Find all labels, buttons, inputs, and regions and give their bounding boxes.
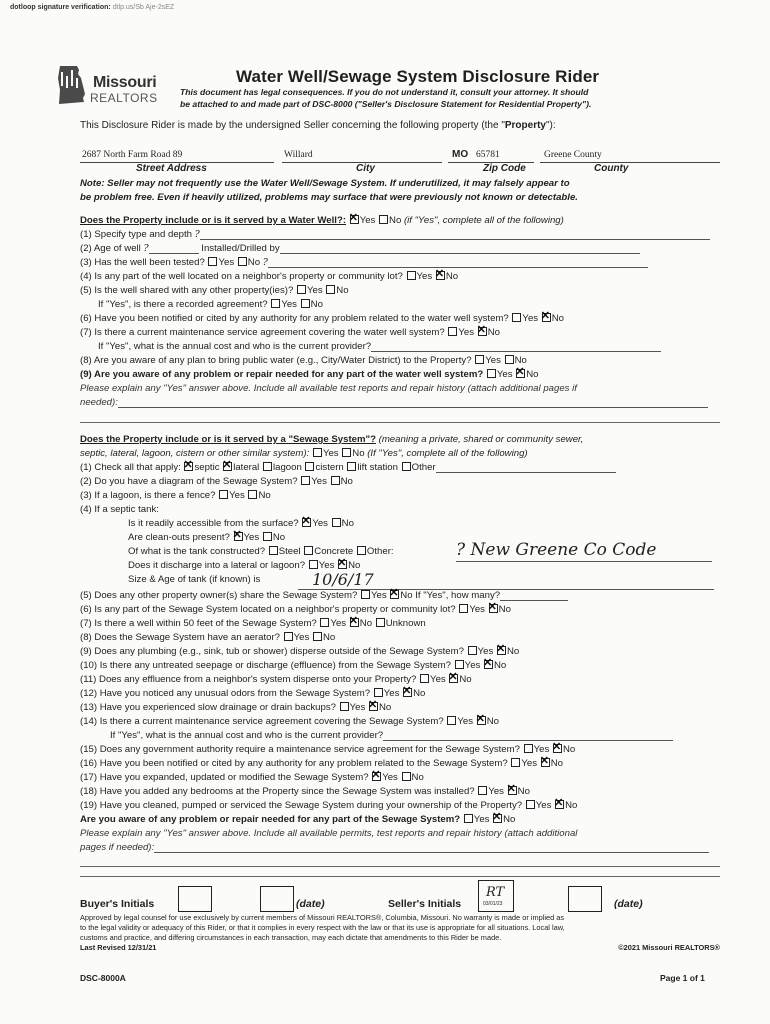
well-q4-text: (4) Is any part of the well located on a neighbor's property or community lot?: [80, 271, 403, 282]
no-label: No: [340, 476, 353, 487]
no-label: No: [551, 313, 565, 324]
street-label: Street Address: [136, 163, 207, 174]
yes-label: Yes: [306, 285, 323, 296]
well-q2-answer[interactable]: ?: [143, 243, 149, 254]
sewage-q15-no[interactable]: [553, 744, 562, 753]
no-label: No: [272, 532, 286, 543]
sewage-q7-text: (7) Is there a well within 50 feet of the Sewage System?: [80, 618, 317, 629]
no-label: No: [341, 518, 354, 529]
sewage-q11-no[interactable]: [449, 674, 458, 683]
sewage-q6-text: (6) Is any part of the Sewage System located on a neighbor's property or community lot?: [80, 604, 456, 615]
page-number: Page 1 of 1: [660, 973, 705, 983]
sewage-q17-no[interactable]: [402, 772, 411, 781]
sewage-heading-line2: [80, 448, 528, 459]
no-label: No: [247, 257, 261, 268]
well-q4-no[interactable]: [436, 271, 445, 280]
well-q5-text: (5) Is the well shared with any other property(ies)?: [80, 285, 294, 296]
sewage-explain-extra-line: [80, 866, 720, 867]
sewage-q4c-text: Of what is the tank constructed?: [128, 546, 266, 557]
sewage-q2: [80, 476, 353, 487]
cistern-checkbox[interactable]: [305, 462, 314, 471]
sewage-q8-text: (8) Does the Sewage System have an aerator?: [80, 632, 280, 643]
well-q5b-text: If "Yes", is there a recorded agreement?: [98, 299, 268, 310]
sewage-q13-text: (13) Have you experienced slow drainage or drain backups?: [80, 702, 336, 713]
intro-end: "):: [546, 120, 556, 131]
sewage-q10-no[interactable]: [484, 660, 493, 669]
well-q3: [80, 257, 648, 268]
sewage-q4b-yes[interactable]: [234, 532, 243, 541]
well-q7-no[interactable]: [478, 327, 487, 336]
no-label: No: [258, 490, 271, 501]
note-line1: Note: Seller may not frequently use the Water Well/Sewage System. If underutilized, it may falsely appear to: [80, 178, 570, 189]
sewage-q14b-text: If "Yes", what is the annual cost and who is the current provider?: [110, 730, 384, 741]
well-q5: [80, 285, 349, 296]
county-label: County: [594, 163, 629, 174]
yes-label: Yes: [457, 716, 474, 727]
yes-label: Yes: [349, 702, 366, 713]
well-explain-extra-line: [80, 422, 720, 423]
sewage-q13: [80, 702, 391, 713]
sewage-q12-text: (12) Have you noticed any unusual odors from the Sewage System?: [80, 688, 371, 699]
sewage-q14: [80, 716, 499, 727]
sewage-q14b-line[interactable]: [383, 731, 673, 741]
well-q8: [80, 355, 527, 366]
sewage-q3-yes[interactable]: [219, 490, 228, 499]
sewage-q14-yes[interactable]: [447, 716, 456, 725]
no-label: No: [348, 560, 361, 571]
no-label: No: [378, 702, 392, 713]
well-q2-line: [149, 244, 199, 254]
other-material-label: Other:: [366, 546, 394, 557]
well-q8-text: (8) Are you aware of any plan to bring public water (e.g., City/Water District) to the Property?: [80, 355, 472, 366]
no-label: No: [487, 327, 500, 338]
sewage-q7-unknown[interactable]: [376, 618, 385, 627]
seller-initials-signature: RT: [486, 885, 505, 900]
well-q6-text: (6) Have you been notified or cited by any authority for any problem related to the water well system?: [80, 313, 509, 324]
sewage-q5b-text: If "Yes", how many?: [415, 590, 501, 601]
no-label: No: [352, 448, 365, 459]
concrete-checkbox[interactable]: [304, 546, 313, 555]
sewage-q5-yes[interactable]: [361, 590, 370, 599]
sewage-q11-yes[interactable]: [420, 674, 429, 683]
yes-label: Yes: [218, 257, 235, 268]
street-address-value[interactable]: 2687 North Farm Road 89: [82, 150, 183, 160]
verification-label: dotloop signature verification:: [10, 4, 111, 11]
sewage-q19-text: (19) Have you cleaned, pumped or serviced the Sewage System during your ownership of the Property?: [80, 800, 523, 811]
well-q6-no[interactable]: [542, 313, 551, 322]
well-q5b-yes[interactable]: [271, 299, 280, 308]
footer-line3: customs and practice, and differing circumstances in each transaction, may each dictate that amendments to this Rider be made.: [80, 933, 502, 942]
well-no-checkbox[interactable]: [379, 215, 388, 224]
sewage-q1-text: (1) Check all that apply:: [80, 462, 181, 473]
well-q5b: [98, 299, 323, 310]
well-q5b-no[interactable]: [301, 299, 310, 308]
no-label: No: [498, 604, 511, 615]
sewage-q6-yes[interactable]: [459, 604, 468, 613]
no-label: No: [562, 744, 576, 755]
yes-label: Yes: [533, 744, 550, 755]
sewage-q7-no[interactable]: [350, 618, 359, 627]
sewage-q11: [80, 674, 472, 685]
yes-label: Yes: [473, 814, 490, 825]
type-lagoon-label: lagoon: [273, 462, 302, 473]
well-q1-answer[interactable]: ?: [194, 229, 200, 240]
steel-label: Steel: [278, 546, 301, 557]
logo-line2: REALTORS: [90, 91, 158, 105]
sewage-q8-yes[interactable]: [284, 632, 293, 641]
sewage-q4c: [128, 546, 394, 557]
sewage-q15-yes[interactable]: [524, 744, 533, 753]
yes-label: Yes: [464, 660, 481, 671]
no-label: No: [503, 814, 516, 825]
yes-label: Yes: [383, 688, 400, 699]
sewage-q18-yes[interactable]: [478, 786, 487, 795]
well-q8-yes[interactable]: [475, 355, 484, 364]
sewage-q12-no[interactable]: [403, 688, 412, 697]
no-label: No: [514, 355, 527, 366]
no-label: No: [322, 632, 336, 643]
no-label: No: [565, 800, 578, 811]
type-other-label: Other: [411, 462, 436, 473]
sewage-heading2-note: (If "Yes", complete all of the following): [367, 448, 528, 459]
yes-label: Yes: [359, 215, 376, 226]
yes-label: Yes: [496, 369, 513, 380]
buyer-initials-label: Buyer's Initials: [80, 898, 155, 910]
no-label: No: [526, 369, 539, 380]
sewage-q4d-text: Does it discharge into a lateral or lagoon?: [128, 560, 306, 571]
no-label: No: [445, 271, 459, 282]
sewage-q6: [80, 604, 511, 615]
sewage-q10: [80, 660, 506, 671]
sewage-q4b: [128, 532, 285, 543]
yes-label: Yes: [485, 355, 501, 366]
sewage-explain-line2: [80, 842, 709, 853]
well-q2b-line: [280, 244, 640, 254]
sewage-q2-no[interactable]: [331, 476, 340, 485]
buyer-initials-box-2[interactable]: [260, 886, 294, 912]
buyer-initials-box-1[interactable]: [178, 886, 212, 912]
sewage-no-checkbox[interactable]: [342, 448, 351, 457]
sewage-q17-yes[interactable]: [372, 772, 381, 781]
well-heading-text: Does the Property include or is it served by a Water Well?:: [80, 215, 347, 226]
sewage-explain-line1: Please explain any "Yes" answer above. Include all available permits, test reports and repair history (attach additional: [80, 828, 578, 839]
sewage-q13-no[interactable]: [369, 702, 378, 711]
sewage-q4d-no[interactable]: [338, 560, 347, 569]
sewage-q17-text: (17) Have you expanded, updated or modified the Sewage System?: [80, 772, 369, 783]
sewage-q18-text: (18) Have you added any bedrooms at the Property since the Sewage System was installed?: [80, 786, 475, 797]
no-label: No: [506, 646, 520, 657]
intro-start: This Disclosure Rider is made by the undersigned Seller concerning the following property (the ": [80, 120, 505, 131]
form-number: DSC-8000A: [80, 973, 126, 983]
zip-value[interactable]: 65781: [476, 150, 500, 160]
sewage-q14b: [110, 730, 673, 741]
yes-label: Yes: [281, 299, 297, 310]
seller-initials-date: 03/01/23: [483, 901, 503, 907]
lateral-checkbox[interactable]: [223, 462, 232, 471]
sewage-q2-yes[interactable]: [301, 476, 310, 485]
unknown-label: Unknown: [385, 618, 426, 629]
missouri-realtors-logo: [57, 64, 169, 108]
last-revised: Last Revised 12/31/21: [80, 943, 157, 952]
sewage-q5-no[interactable]: [390, 590, 399, 599]
well-q9-text: (9) Are you aware of any problem or repair needed for any part of the water well system?: [80, 369, 484, 380]
yes-label: Yes: [522, 313, 539, 324]
legal-footer: [80, 913, 720, 953]
well-q3-no[interactable]: [238, 257, 247, 266]
sewage-q4d-yes[interactable]: [309, 560, 318, 569]
seller-initials-label: Seller's Initials: [388, 898, 462, 910]
sewage-q13-yes[interactable]: [340, 702, 349, 711]
sewage-q19-no[interactable]: [555, 800, 564, 809]
sewage-q4b-text: Are clean-outs present?: [128, 532, 230, 543]
lift-station-checkbox[interactable]: [347, 462, 356, 471]
lagoon-checkbox[interactable]: [263, 462, 272, 471]
well-q5-yes[interactable]: [297, 285, 306, 294]
sewage-q4: (4) If a septic tank:: [80, 504, 159, 515]
sewage-q3: [80, 490, 271, 501]
no-label: No: [400, 590, 413, 601]
well-heading: [80, 215, 564, 226]
sewage-q16-text: (16) Have you been notified or cited by any authority for any problem related to the Sewage System?: [80, 758, 508, 769]
sewage-q4e-text: Size & Age of tank (if known) is: [128, 574, 261, 585]
sewage-q6-no[interactable]: [489, 604, 498, 613]
well-explain-input[interactable]: [118, 398, 708, 408]
steel-checkbox[interactable]: [269, 546, 278, 555]
sewage-q11-text: (11) Does any effluence from a neighbor's system disperse onto your Property?: [80, 674, 417, 685]
intro-text: [80, 120, 556, 131]
yes-label: Yes: [416, 271, 433, 282]
well-explain-line1: Please explain any "Yes" answer above. Include all available test reports and repair history (attach additional pages if: [80, 383, 577, 394]
well-q9-yes[interactable]: [487, 369, 496, 378]
sewage-q8: [80, 632, 335, 643]
sewage-heading2-text: septic, lateral, lagoon, cistern or other similar system):: [80, 448, 310, 459]
yes-label: Yes: [312, 518, 328, 529]
sewage-heading: [80, 434, 583, 445]
yes-label: Yes: [370, 590, 387, 601]
other-type-line[interactable]: [436, 463, 616, 473]
sewage-q9: [80, 646, 519, 657]
footer-revised-row: [80, 943, 720, 953]
yes-label: Yes: [330, 618, 347, 629]
sewage-q1: [80, 462, 616, 473]
yes-label: Yes: [229, 490, 245, 501]
sewage-heading-text: Does the Property include or is it served by a "Sewage System"?: [80, 434, 376, 445]
sewage-q2-text: (2) Do you have a diagram of the Sewage System?: [80, 476, 298, 487]
sewage-explain-text: pages if needed):: [80, 842, 155, 853]
well-q7-yes[interactable]: [448, 327, 457, 336]
zip-label: Zip Code: [483, 163, 526, 174]
sewage-q5b-line[interactable]: [500, 591, 568, 601]
legal-notice-line1: This document has legal consequences. If you do not understand it, consult your attorney. It should: [180, 87, 589, 97]
sewage-q5-text: (5) Does any other property owner(s) share the Sewage System?: [80, 590, 358, 601]
type-septic-label: septic: [194, 462, 220, 473]
yes-label: Yes: [458, 327, 475, 338]
well-q4: [80, 271, 458, 282]
sewage-q17: [80, 772, 424, 783]
sewage-q20-no[interactable]: [493, 814, 502, 823]
sewage-q20-yes[interactable]: [464, 814, 473, 823]
tank-size-age-answer[interactable]: [298, 570, 714, 590]
note-line2: be problem free. Even if heavily utilized, problems may surface that were previously not known or detectable.: [80, 192, 578, 203]
sewage-explain-input[interactable]: [154, 843, 709, 853]
signature-divider: [80, 876, 720, 877]
sewage-q19-yes[interactable]: [526, 800, 535, 809]
sewage-q14-text: (14) Is there a current maintenance service agreement covering the Sewage System?: [80, 716, 444, 727]
well-q7: [80, 327, 500, 338]
yes-label: Yes: [469, 604, 485, 615]
sewage-yes-checkbox[interactable]: [313, 448, 322, 457]
state-outline-icon: [57, 64, 87, 108]
yes-label: Yes: [322, 448, 339, 459]
yes-label: Yes: [318, 560, 335, 571]
well-q1-line: [200, 230, 710, 240]
no-label: No: [459, 674, 472, 685]
no-label: No: [359, 618, 373, 629]
sewage-q9-yes[interactable]: [468, 646, 477, 655]
city-label: City: [356, 163, 375, 174]
well-heading-note: (if "Yes", complete all of the following): [403, 215, 564, 226]
well-explain-line2: [80, 397, 708, 408]
sewage-q4e: [128, 574, 260, 585]
yes-label: Yes: [430, 674, 446, 685]
type-cistern-label: cistern: [315, 462, 344, 473]
well-q9-no[interactable]: [516, 369, 525, 378]
well-yes-checkbox[interactable]: [350, 215, 359, 224]
well-q5-no[interactable]: [326, 285, 335, 294]
well-q3-yes[interactable]: [208, 257, 217, 266]
sewage-q18: [80, 786, 530, 797]
sewage-q10-text: (10) Is there any untreated seepage or discharge (effluence) from the Sewage System?: [80, 660, 451, 671]
yes-label: Yes: [243, 532, 260, 543]
sewage-q10-yes[interactable]: [455, 660, 464, 669]
sewage-q14-no[interactable]: [477, 716, 486, 725]
well-q1-text: (1) Specify type and depth: [80, 229, 192, 240]
intro-bold: Property: [504, 120, 546, 131]
well-q9: [80, 369, 539, 380]
footer-line1: Approved by legal counsel for use exclusively by current members of Missouri REALTORS®, Columbia, Missouri. No warranty is made or implied as: [80, 913, 565, 922]
well-q2: [80, 243, 640, 254]
sewage-q15-text: (15) Does any government authority require a maintenance service agreement for the Sewage System?: [80, 744, 520, 755]
no-label: No: [411, 772, 424, 783]
sewage-q15: [80, 744, 575, 755]
footer-line2: to the legal validity or adequacy of this Rider, or that it complies in every respect with the law or that its use is appropriate for all situations. Local law,: [80, 923, 565, 932]
no-label: No: [486, 716, 499, 727]
other-checkbox[interactable]: [402, 462, 411, 471]
concrete-label: Concrete: [314, 546, 354, 557]
legal-notice-line2: be attached to and made part of DSC-8000 ("Seller's Disclosure Statement for Residential Property").: [180, 99, 592, 109]
legal-notice: [180, 86, 720, 110]
well-q7b: [98, 341, 661, 352]
sewage-q3-text: (3) If a lagoon, is there a fence?: [80, 490, 216, 501]
no-label: No: [389, 215, 402, 226]
city-value[interactable]: Willard: [284, 150, 313, 160]
sewage-q9-no[interactable]: [497, 646, 506, 655]
state-value[interactable]: MO: [452, 149, 469, 160]
well-q7-text: (7) Is there a current maintenance service agreement covering the water well system?: [80, 327, 445, 338]
sewage-q3-no[interactable]: [248, 490, 257, 499]
sewage-q16-yes[interactable]: [511, 758, 520, 767]
well-q3-line: [268, 258, 648, 268]
sewage-heading-note: (meaning a private, shared or community sewer,: [378, 434, 584, 445]
no-label: No: [494, 660, 507, 671]
sewage-q16-no[interactable]: [541, 758, 550, 767]
verification-url[interactable]: dtlp.us/Sb Aje-2sEZ: [112, 4, 175, 11]
septic-checkbox[interactable]: [184, 462, 193, 471]
yes-label: Yes: [488, 786, 504, 797]
usage-note: [80, 177, 720, 205]
type-lift-station-label: lift station: [357, 462, 398, 473]
yes-label: Yes: [382, 772, 398, 783]
seller-initials-box-2[interactable]: [568, 886, 602, 912]
well-q3-text: (3) Has the well been tested?: [80, 257, 205, 268]
sewage-q4b-no[interactable]: [263, 532, 272, 541]
well-q1: [80, 229, 710, 240]
no-label: No: [517, 786, 530, 797]
sewage-q9-text: (9) Does any plumbing (e.g., sink, tub or shower) disperse outside of the Sewage System?: [80, 646, 464, 657]
sewage-q20: [80, 814, 515, 825]
page-title: Water Well/Sewage System Disclosure Rider: [236, 67, 600, 86]
sewage-q7-yes[interactable]: [320, 618, 329, 627]
yes-label: Yes: [535, 800, 552, 811]
sewage-q4a-text: Is it readily accessible from the surface?: [128, 518, 299, 529]
sewage-q12-yes[interactable]: [374, 688, 383, 697]
well-q2b-text: Installed/Drilled by: [201, 243, 280, 254]
well-q7b-text: If "Yes", what is the annual cost and who is the current provider?: [98, 341, 372, 352]
well-q2-text: (2) Age of well: [80, 243, 141, 254]
signature-verification: [10, 4, 174, 11]
logo-line1: Missouri: [93, 74, 157, 91]
well-q3-answer[interactable]: ?: [262, 257, 268, 268]
no-label: No: [413, 688, 426, 699]
sewage-q7: [80, 618, 426, 629]
tank-size-age-value: 10/6/17: [312, 570, 374, 589]
no-label: No: [550, 758, 563, 769]
well-q6-yes[interactable]: [512, 313, 521, 322]
yes-label: Yes: [293, 632, 310, 643]
sewage-q4a-no[interactable]: [332, 518, 341, 527]
well-q7b-line: [371, 342, 661, 352]
sewage-q19: [80, 800, 577, 811]
buyer-date-label: (date): [296, 898, 325, 910]
sewage-q20-text: Are you aware of any problem or repair needed for any part of the Sewage System?: [80, 814, 461, 825]
seller-initials-box-1[interactable]: [478, 880, 514, 912]
yes-label: Yes: [521, 758, 538, 769]
copyright: ©2021 Missouri REALTORS®: [618, 943, 720, 952]
no-label: No: [336, 285, 349, 296]
county-line: [540, 162, 720, 163]
well-q8-no[interactable]: [505, 355, 514, 364]
sewage-q18-no[interactable]: [508, 786, 517, 795]
yes-label: Yes: [477, 646, 494, 657]
other-material-checkbox[interactable]: [357, 546, 366, 555]
yes-label: Yes: [311, 476, 327, 487]
sewage-q8-no[interactable]: [313, 632, 322, 641]
seller-date-label: (date): [614, 898, 643, 910]
well-q4-yes[interactable]: [407, 271, 416, 280]
well-explain-text: needed):: [80, 397, 118, 408]
type-lateral-label: lateral: [233, 462, 260, 473]
tank-material-answer[interactable]: ? New Greene Co Code: [456, 540, 712, 562]
well-q6: [80, 313, 564, 324]
sewage-q4a-yes[interactable]: [302, 518, 311, 527]
sewage-q16: [80, 758, 563, 769]
county-value[interactable]: Greene County: [544, 150, 602, 160]
no-label: No: [310, 299, 323, 310]
